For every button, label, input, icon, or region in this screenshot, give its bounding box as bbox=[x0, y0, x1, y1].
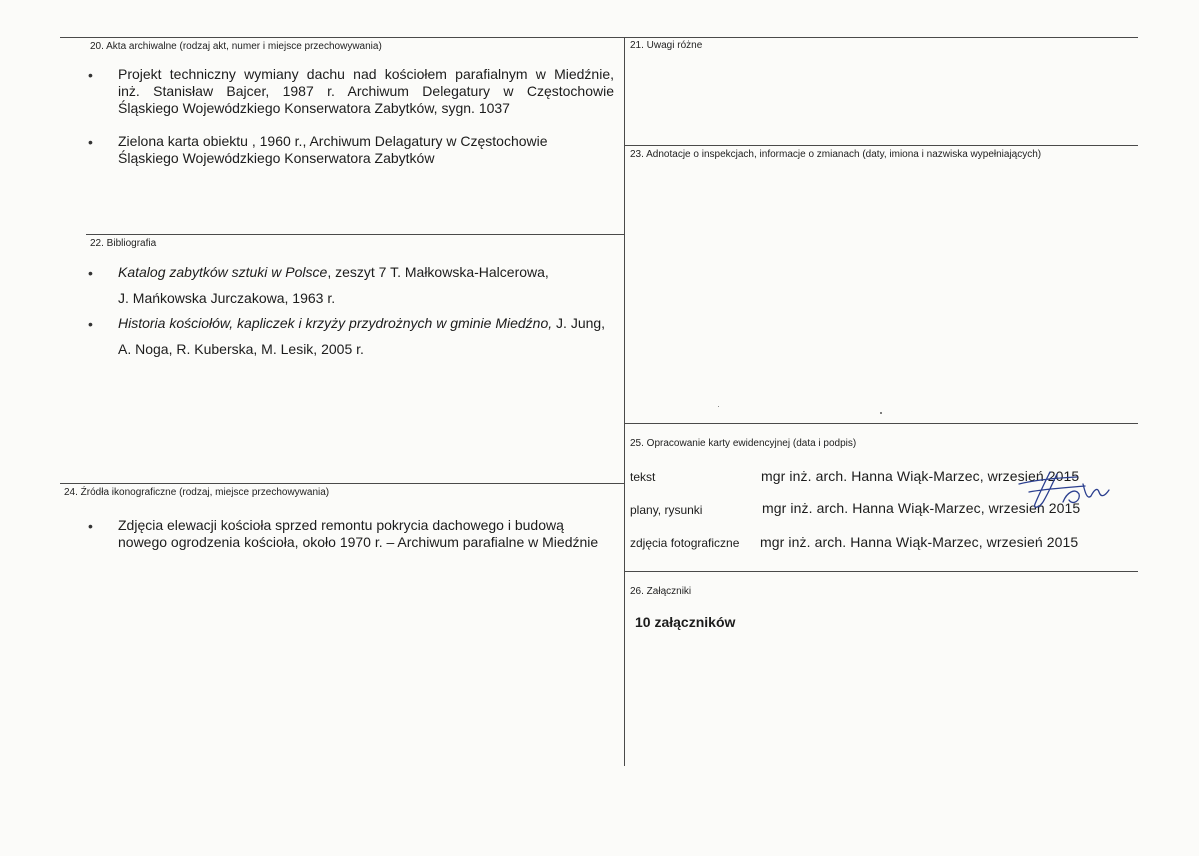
section-24-header: 24. Źródła ikonograficzne (rodzaj, miejsce przechowywania) bbox=[64, 487, 330, 498]
bibliography-item-1-title: Katalog zabytków sztuki w Polsce bbox=[118, 264, 328, 280]
preparation-row-label-plans: plany, rysunki bbox=[630, 503, 703, 517]
scan-speck bbox=[718, 406, 719, 407]
archive-item-1-line-1: Projekt techniczny wymiany dachu nad kościołem parafialnym w Miedźnie, bbox=[118, 66, 614, 82]
iconography-item-1-line-1: Zdjęcia elewacji kościoła sprzed remontu pokrycia dachowego i budową bbox=[118, 517, 564, 533]
preparation-row-label-photos: zdjęcia fotograficzne bbox=[630, 536, 740, 550]
archive-item-1-line-3: Śląskiego Wojewódzkiego Konserwatora Zabytków, sygn. 1037 bbox=[118, 100, 510, 116]
section-20-header: 20. Akta archiwalne (rodzaj akt, numer i miejsce przechowywania) bbox=[90, 41, 382, 52]
column-divider bbox=[624, 37, 625, 766]
rule-s26 bbox=[624, 571, 1138, 572]
bullet-icon: • bbox=[88, 134, 93, 150]
bullet-icon: • bbox=[88, 518, 93, 534]
bibliography-item-2-rest: J. Jung, bbox=[552, 315, 606, 331]
bullet-icon: • bbox=[88, 67, 93, 83]
bibliography-item-2-title: Historia kościołów, kapliczek i krzyży przydrożnych w gminie Miedźno, bbox=[118, 315, 553, 331]
section-22-header: 22. Bibliografia bbox=[90, 238, 157, 249]
rule-s24 bbox=[60, 483, 624, 484]
preparation-row-value-plans: mgr inż. arch. Hanna Wiąk-Marzec, wrzesień 2015 bbox=[762, 500, 1081, 516]
archive-item-2-line-1: Zielona karta obiektu , 1960 r., Archiwum Delagatury w Częstochowie bbox=[118, 133, 548, 149]
rule-s25 bbox=[624, 423, 1138, 424]
bibliography-item-1-line-2: J. Mańkowska Jurczakowa, 1963 r. bbox=[118, 290, 336, 306]
bullet-icon: • bbox=[88, 316, 93, 332]
section-23-header: 23. Adnotacje o inspekcjach, informacje o zmianach (daty, imiona i nazwiska wypełniających) bbox=[630, 149, 1042, 160]
bibliography-item-2-line-2: A. Noga, R. Kuberska, M. Lesik, 2005 r. bbox=[118, 341, 364, 357]
iconography-item-1-line-2: nowego ogrodzenia kościoła, około 1970 r. – Archiwum parafialne w Miedźnie bbox=[118, 534, 599, 550]
handwritten-signature bbox=[1005, 462, 1115, 522]
bullet-icon: • bbox=[88, 265, 93, 281]
bibliography-item-2 bbox=[118, 315, 605, 332]
bibliography-item-1-rest: , zeszyt 7 T. Małkowska-Halcerowa, bbox=[327, 264, 549, 280]
archive-item-1-line-2: inż. Stanisław Bajcer, 1987 r. Archiwum Delegatury w Częstochowie bbox=[118, 83, 614, 99]
preparation-row-value-text: mgr inż. arch. Hanna Wiąk-Marzec, wrzesień 2015 bbox=[761, 468, 1080, 484]
attachments-count: 10 załączników bbox=[635, 614, 736, 630]
rule-top-left bbox=[60, 37, 624, 38]
preparation-row-label-text: tekst bbox=[630, 470, 656, 484]
section-25-header: 25. Opracowanie karty ewidencyjnej (data i podpis) bbox=[630, 438, 857, 449]
rule-s23 bbox=[624, 145, 1138, 146]
bibliography-item-1 bbox=[118, 264, 549, 281]
preparation-row-value-photos: mgr inż. arch. Hanna Wiąk-Marzec, wrzesień 2015 bbox=[760, 534, 1079, 550]
section-21-header: 21. Uwagi różne bbox=[630, 40, 703, 51]
scan-speck bbox=[880, 412, 882, 414]
rule-s22 bbox=[86, 234, 624, 235]
section-26-header: 26. Załączniki bbox=[630, 586, 692, 597]
rule-top-right bbox=[624, 37, 1138, 38]
archive-item-2-line-2: Śląskiego Wojewódzkiego Konserwatora Zabytków bbox=[118, 150, 435, 166]
